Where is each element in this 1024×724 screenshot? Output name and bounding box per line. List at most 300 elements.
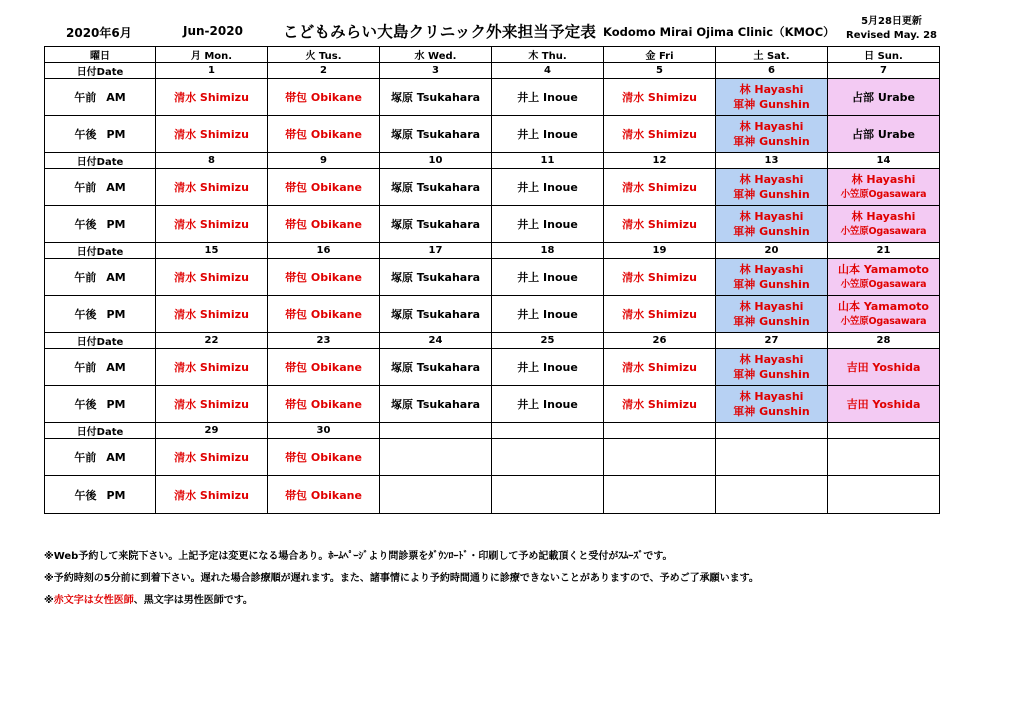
date-number: 10	[428, 155, 443, 166]
doctor-name-2: 軍神 Gunshin	[733, 225, 810, 238]
doctor-name: 清水 Shimizu	[622, 398, 697, 411]
doctor-cell	[492, 476, 604, 514]
session-label-en: PM	[106, 308, 126, 321]
doctor-cell	[604, 386, 716, 423]
doctor-name: 井上 Inoue	[517, 91, 578, 104]
doctor-name: 山本 Yamamoto	[838, 300, 929, 313]
doctor-cell	[828, 349, 940, 386]
doctor-name: 帯包 Obikane	[285, 361, 362, 374]
doctor-name-2: 軍神 Gunshin	[733, 405, 810, 418]
day-header-label: 水 Wed.	[414, 51, 457, 62]
doctor-name: 塚原 Tsukahara	[390, 271, 481, 284]
day-header-cell	[828, 47, 940, 63]
doctor-cell	[156, 116, 268, 153]
doctor-name: 吉田 Yoshida	[846, 361, 921, 374]
date-cell	[268, 333, 380, 349]
date-number: 22	[204, 335, 219, 346]
doctor-cell	[380, 79, 492, 116]
date-cell	[492, 243, 604, 259]
month-en: Jun-2020	[183, 24, 243, 38]
session-label-en: AM	[106, 271, 126, 284]
doctor-name-2: 小笠原Ogasawara	[840, 316, 927, 327]
doctor-cell	[380, 169, 492, 206]
doctor-cell	[380, 259, 492, 296]
session-row-am	[45, 439, 940, 476]
note-line-3-prefix: ※	[44, 595, 54, 606]
doctor-cell	[716, 296, 828, 333]
doctor-name: 塚原 Tsukahara	[390, 308, 481, 321]
session-row-am	[45, 79, 940, 116]
session-row-am	[45, 169, 940, 206]
date-cell	[156, 333, 268, 349]
doctor-cell	[604, 116, 716, 153]
revised-ja: 5月28日更新	[861, 16, 922, 27]
session-label-en: AM	[106, 361, 126, 374]
doctor-cell	[268, 116, 380, 153]
doctor-cell	[492, 206, 604, 243]
doctor-cell	[828, 439, 940, 476]
date-cell	[716, 333, 828, 349]
session-label-pm	[45, 386, 156, 423]
date-row	[45, 423, 940, 439]
doctor-cell	[492, 169, 604, 206]
day-header-label: 日 Sun.	[864, 51, 903, 62]
session-label-ja: 午前	[74, 181, 97, 194]
doctor-cell	[492, 79, 604, 116]
session-label-en: PM	[106, 128, 126, 141]
doctor-cell	[828, 206, 940, 243]
date-cell	[156, 153, 268, 169]
doctor-name-2: 小笠原Ogasawara	[840, 279, 927, 290]
doctor-name: 帯包 Obikane	[285, 488, 362, 502]
session-label-ja: 午前	[74, 91, 97, 104]
session-label-ja: 午前	[74, 271, 97, 284]
date-row-label	[45, 153, 156, 169]
doctor-name: 林 Hayashi	[739, 300, 804, 313]
date-row	[45, 243, 940, 259]
day-header-row	[45, 47, 940, 63]
date-number: 12	[652, 155, 667, 166]
doctor-name: 井上 Inoue	[517, 218, 578, 231]
doctor-name: 塚原 Tsukahara	[390, 218, 481, 231]
date-cell	[380, 63, 492, 79]
date-row-label	[45, 423, 156, 439]
day-header-cell	[156, 47, 268, 63]
doctor-name: 山本 Yamamoto	[838, 263, 929, 276]
session-label-en: AM	[106, 451, 126, 464]
date-number: 4	[544, 65, 551, 76]
date-number: 29	[204, 425, 219, 436]
doctor-name: 井上 Inoue	[517, 271, 578, 284]
doctor-cell	[156, 296, 268, 333]
date-cell	[604, 243, 716, 259]
date-cell	[716, 423, 828, 439]
day-header-label: 金 Fri	[645, 51, 674, 62]
notes	[44, 546, 759, 612]
day-header-cell	[45, 47, 156, 63]
doctor-cell	[156, 79, 268, 116]
session-row-pm	[45, 476, 940, 514]
doctor-cell	[492, 386, 604, 423]
doctor-name: 清水 Shimizu	[622, 218, 697, 231]
note-line-2: ※予約時刻の5分前に到着下さい。遅れた場合診療順が遅れます。また、諸事情により予約時間通りに診療できないことがありますので、予めご了承願います。	[44, 573, 759, 584]
doctor-name: 帯包 Obikane	[285, 91, 362, 104]
doctor-name: 清水 Shimizu	[174, 361, 249, 374]
doctor-name: 塚原 Tsukahara	[390, 398, 481, 411]
session-label-am	[45, 439, 156, 476]
doctor-cell	[828, 296, 940, 333]
doctor-cell	[268, 169, 380, 206]
date-number: 27	[764, 335, 779, 346]
date-label: 日付Date	[76, 157, 124, 168]
doctor-name: 吉田 Yoshida	[846, 398, 921, 411]
doctor-name: 井上 Inoue	[517, 308, 578, 321]
session-label-ja: 午後	[74, 488, 97, 502]
doctor-name: 井上 Inoue	[517, 361, 578, 374]
date-cell	[604, 333, 716, 349]
date-number: 26	[652, 335, 667, 346]
doctor-cell	[380, 349, 492, 386]
doctor-cell	[380, 386, 492, 423]
doctor-name-2: 小笠原Ogasawara	[840, 189, 927, 200]
doctor-name: 帯包 Obikane	[285, 218, 362, 231]
date-cell	[492, 153, 604, 169]
doctor-cell	[380, 206, 492, 243]
date-number: 13	[764, 155, 779, 166]
date-number: 11	[540, 155, 555, 166]
date-cell	[604, 153, 716, 169]
doctor-cell	[828, 116, 940, 153]
session-label-am	[45, 259, 156, 296]
session-row-pm	[45, 386, 940, 423]
doctor-names	[716, 299, 827, 329]
day-header-label: 火 Tus.	[305, 51, 342, 62]
doctor-name-2: 軍神 Gunshin	[733, 135, 810, 148]
date-number: 25	[540, 335, 555, 346]
doctor-name: 清水 Shimizu	[622, 361, 697, 374]
doctor-cell	[380, 296, 492, 333]
date-number: 24	[428, 335, 443, 346]
doctor-name: 林 Hayashi	[739, 120, 804, 133]
doctor-name: 林 Hayashi	[739, 173, 804, 186]
day-header-label: 月 Mon.	[190, 51, 233, 62]
doctor-name: 林 Hayashi	[739, 263, 804, 276]
date-number: 5	[656, 65, 663, 76]
doctor-name: 占部 Urabe	[852, 128, 915, 141]
doctor-name: 井上 Inoue	[517, 181, 578, 194]
date-number: 21	[876, 245, 891, 256]
doctor-name: 清水 Shimizu	[622, 128, 697, 141]
doctor-name: 帯包 Obikane	[285, 128, 362, 141]
doctor-cell	[716, 259, 828, 296]
date-cell	[828, 423, 940, 439]
doctor-names	[828, 262, 939, 292]
date-cell	[380, 333, 492, 349]
doctor-name: 帯包 Obikane	[285, 308, 362, 321]
doctor-names	[716, 172, 827, 202]
doctor-cell	[380, 116, 492, 153]
doctor-name: 林 Hayashi	[739, 83, 804, 96]
doctor-name-2: 軍神 Gunshin	[733, 98, 810, 111]
doctor-cell	[716, 79, 828, 116]
doctor-name-2: 軍神 Gunshin	[733, 188, 810, 201]
doctor-name: 林 Hayashi	[851, 210, 916, 223]
day-header-cell	[604, 47, 716, 63]
doctor-cell	[828, 386, 940, 423]
date-number: 23	[316, 335, 331, 346]
doctor-name: 林 Hayashi	[739, 390, 804, 403]
session-label-ja: 午前	[74, 361, 97, 374]
date-cell	[156, 423, 268, 439]
date-number: 7	[880, 65, 887, 76]
date-number: 16	[316, 245, 331, 256]
session-label-am	[45, 169, 156, 206]
doctor-name: 清水 Shimizu	[174, 128, 249, 141]
date-number: 6	[768, 65, 775, 76]
date-cell	[492, 63, 604, 79]
doctor-cell	[268, 259, 380, 296]
date-row	[45, 63, 940, 79]
day-header-cell	[492, 47, 604, 63]
doctor-names	[716, 119, 827, 149]
doctor-names	[828, 172, 939, 202]
schedule-table	[44, 46, 940, 514]
date-number: 15	[204, 245, 219, 256]
doctor-cell	[716, 476, 828, 514]
day-header-label: 曜日	[90, 51, 110, 62]
doctor-cell	[828, 476, 940, 514]
doctor-cell	[604, 349, 716, 386]
session-row-pm	[45, 206, 940, 243]
date-cell	[156, 243, 268, 259]
doctor-name: 林 Hayashi	[851, 173, 916, 186]
doctor-name-2: 軍神 Gunshin	[733, 368, 810, 381]
day-header-cell	[268, 47, 380, 63]
session-label-ja: 午後	[74, 128, 97, 141]
doctor-cell	[828, 169, 940, 206]
date-number: 30	[316, 425, 331, 436]
doctor-name: 清水 Shimizu	[622, 91, 697, 104]
doctor-name: 塚原 Tsukahara	[390, 91, 481, 104]
note-female-legend: 赤文字は女性医師	[53, 595, 134, 606]
doctor-name: 塚原 Tsukahara	[390, 361, 481, 374]
doctor-name: 清水 Shimizu	[174, 488, 249, 502]
doctor-cell	[268, 476, 380, 514]
date-cell	[828, 333, 940, 349]
doctor-cell	[156, 439, 268, 476]
doctor-cell	[716, 386, 828, 423]
month-ja: 2020年6月	[66, 26, 132, 40]
note-line-1: ※Web予約して来院下さい。上記予定は変更になる場合あり。ﾎｰﾑﾍﾟｰｼﾞより問診票をﾀﾞｳﾝﾛｰﾄﾞ・印刷して予め記載頂くと受付がｽﾑｰｽﾞです。	[44, 551, 673, 562]
doctor-name: 林 Hayashi	[739, 210, 804, 223]
revised-en: Revised May. 28	[846, 30, 937, 41]
date-cell	[828, 63, 940, 79]
doctor-names	[716, 82, 827, 112]
doctor-cell	[156, 349, 268, 386]
doctor-cell	[492, 116, 604, 153]
doctor-cell	[492, 349, 604, 386]
date-label: 日付Date	[76, 427, 124, 438]
session-label-en: AM	[106, 91, 126, 104]
note-line-3	[44, 590, 759, 612]
day-header-label: 木 Thu.	[528, 51, 567, 62]
doctor-cell	[604, 169, 716, 206]
doctor-name: 清水 Shimizu	[622, 181, 697, 194]
date-cell	[268, 63, 380, 79]
doctor-cell	[716, 439, 828, 476]
doctor-names	[716, 262, 827, 292]
date-cell	[268, 153, 380, 169]
doctor-name: 占部 Urabe	[852, 91, 915, 104]
doctor-name: 帯包 Obikane	[285, 451, 362, 464]
doctor-cell	[716, 169, 828, 206]
doctor-name: 塚原 Tsukahara	[390, 128, 481, 141]
doctor-name-2: 軍神 Gunshin	[733, 315, 810, 328]
doctor-cell	[716, 116, 828, 153]
doctor-names	[716, 389, 827, 419]
doctor-name: 塚原 Tsukahara	[390, 181, 481, 194]
doctor-cell	[156, 169, 268, 206]
doctor-cell	[828, 259, 940, 296]
doctor-cell	[268, 206, 380, 243]
doctor-cell	[492, 296, 604, 333]
session-row-pm	[45, 296, 940, 333]
date-cell	[492, 333, 604, 349]
date-cell	[156, 63, 268, 79]
session-label-pm	[45, 476, 156, 514]
date-cell	[380, 153, 492, 169]
session-label-ja: 午前	[74, 451, 97, 464]
date-number: 20	[764, 245, 779, 256]
session-row-am	[45, 349, 940, 386]
doctor-cell	[268, 439, 380, 476]
date-number: 2	[320, 65, 327, 76]
doctor-cell	[380, 439, 492, 476]
doctor-names	[716, 352, 827, 382]
page-header	[0, 0, 1024, 46]
day-header-cell	[380, 47, 492, 63]
doctor-cell	[156, 259, 268, 296]
doctor-cell	[268, 349, 380, 386]
doctor-name: 清水 Shimizu	[174, 181, 249, 194]
doctor-name: 帯包 Obikane	[285, 398, 362, 411]
session-row-pm	[45, 116, 940, 153]
date-number: 18	[540, 245, 555, 256]
doctor-names	[716, 209, 827, 239]
date-cell	[492, 423, 604, 439]
doctor-name: 清水 Shimizu	[174, 218, 249, 231]
doctor-name: 清水 Shimizu	[622, 308, 697, 321]
session-label-am	[45, 79, 156, 116]
date-row-label	[45, 63, 156, 79]
doctor-cell	[828, 79, 940, 116]
doctor-name: 清水 Shimizu	[622, 271, 697, 284]
date-cell	[716, 63, 828, 79]
doctor-name-2: 小笠原Ogasawara	[840, 226, 927, 237]
doctor-cell	[716, 206, 828, 243]
date-label: 日付Date	[76, 337, 124, 348]
date-cell	[716, 153, 828, 169]
doctor-name: 清水 Shimizu	[174, 398, 249, 411]
doctor-cell	[268, 386, 380, 423]
day-header-label: 土 Sat.	[753, 51, 790, 62]
session-label-ja: 午後	[74, 218, 97, 231]
date-row	[45, 333, 940, 349]
doctor-cell	[604, 476, 716, 514]
doctor-cell	[604, 296, 716, 333]
page-title: こどもみらい大島クリニック外来担当予定表	[283, 23, 597, 41]
doctor-cell	[156, 206, 268, 243]
session-label-pm	[45, 206, 156, 243]
date-number: 28	[876, 335, 891, 346]
session-label-am	[45, 349, 156, 386]
doctor-name: 帯包 Obikane	[285, 181, 362, 194]
revision-info	[846, 15, 937, 43]
session-label-ja: 午後	[74, 398, 97, 411]
date-cell	[604, 63, 716, 79]
date-label: 日付Date	[76, 247, 124, 258]
session-label-en: AM	[106, 181, 126, 194]
date-number: 1	[208, 65, 215, 76]
date-label: 日付Date	[76, 67, 124, 78]
date-cell	[604, 423, 716, 439]
doctor-name: 井上 Inoue	[517, 128, 578, 141]
doctor-name: 清水 Shimizu	[174, 451, 249, 464]
date-number: 3	[432, 65, 439, 76]
doctor-cell	[492, 439, 604, 476]
doctor-name-2: 軍神 Gunshin	[733, 278, 810, 291]
date-cell	[828, 243, 940, 259]
doctor-cell	[492, 259, 604, 296]
date-number: 9	[320, 155, 327, 166]
clinic-name-en: Kodomo Mirai Ojima Clinic（KMOC）	[603, 25, 835, 39]
doctor-name: 清水 Shimizu	[174, 308, 249, 321]
doctor-cell	[156, 386, 268, 423]
doctor-name: 清水 Shimizu	[174, 271, 249, 284]
session-label-pm	[45, 296, 156, 333]
date-cell	[380, 243, 492, 259]
date-cell	[268, 423, 380, 439]
date-cell	[828, 153, 940, 169]
date-row-label	[45, 333, 156, 349]
doctor-cell	[156, 476, 268, 514]
doctor-cell	[604, 439, 716, 476]
note-line-3-rest: 、黒文字は男性医師です。	[133, 595, 253, 606]
doctor-name: 帯包 Obikane	[285, 271, 362, 284]
date-row	[45, 153, 940, 169]
date-number: 8	[208, 155, 215, 166]
doctor-cell	[268, 296, 380, 333]
doctor-name: 井上 Inoue	[517, 398, 578, 411]
doctor-cell	[604, 259, 716, 296]
doctor-name: 清水 Shimizu	[174, 91, 249, 104]
doctor-name: 林 Hayashi	[739, 353, 804, 366]
date-row-label	[45, 243, 156, 259]
date-cell	[268, 243, 380, 259]
session-label-en: PM	[106, 488, 126, 502]
doctor-cell	[716, 349, 828, 386]
doctor-names	[828, 299, 939, 329]
doctor-cell	[268, 79, 380, 116]
doctor-cell	[604, 206, 716, 243]
session-label-ja: 午後	[74, 308, 97, 321]
session-label-pm	[45, 116, 156, 153]
session-label-en: PM	[106, 398, 126, 411]
doctor-cell	[604, 79, 716, 116]
session-label-en: PM	[106, 218, 126, 231]
doctor-names	[828, 209, 939, 239]
date-cell	[716, 243, 828, 259]
